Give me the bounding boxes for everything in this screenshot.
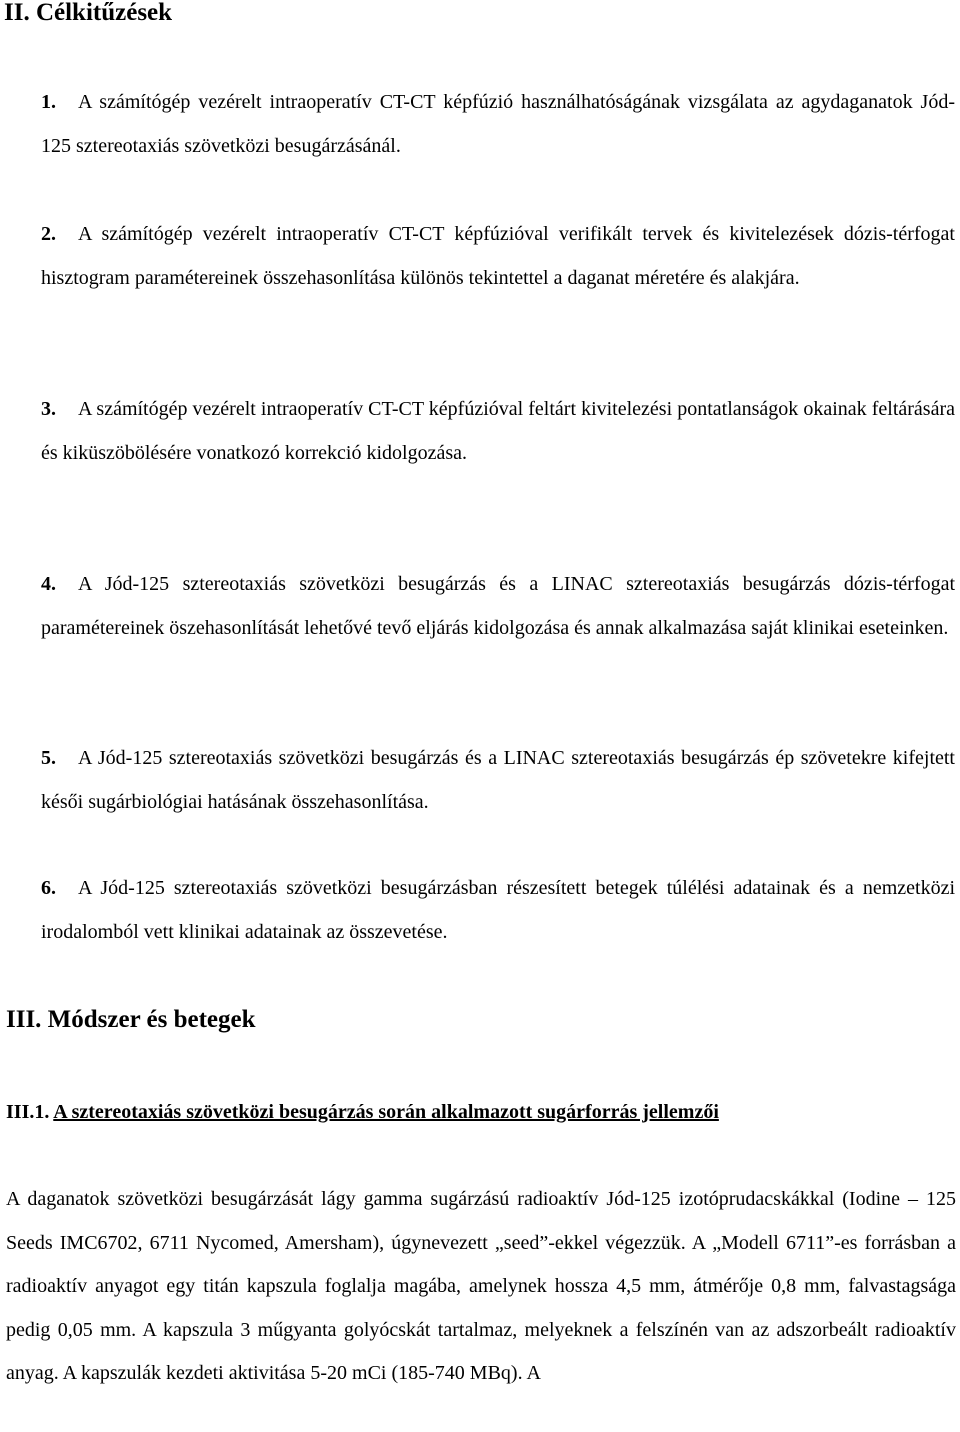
- list-item-text: A számítógép vezérelt intraoperatív CT-CT képfúzióval feltárt kivitelezési pontatlanságok okainak feltárására és kiküszöbölésére vonatkozó korrekció kidolgozása.: [41, 398, 955, 464]
- subsection-title: A sztereotaxiás szövetközi besugárzás során alkalmazott sugárforrás jellemzői: [53, 1101, 719, 1123]
- section-heading-celkituzesek: II. Célkitűzések: [4, 0, 173, 26]
- list-item: [41, 387, 955, 475]
- list-item-number: 4.: [41, 573, 56, 595]
- list-item-number: 5.: [41, 747, 56, 769]
- list-item: [41, 866, 955, 954]
- body-paragraph: A daganatok szövetközi besugárzását lágy gamma sugárzású radioaktív Jód-125 izotóprudacskákkal (Iodine – 125 Seeds IMC6702, 6711 Nycomed, Amersham), úgynevezett „seed”-ekkel végezzük. A „Modell 6711”-es forrásban a radioaktív anyagot egy titán kapszula foglalja magába, amelynek hossza 4,5 mm, átmérője 0,8 mm, falvastagsága pedig 0,05 mm. A kapszula 3 műgyanta golyócskát tartalmaz, melyeknek a felszínén van az adszorbeált radioaktív anyag. A kapszulák kezdeti aktivitása 5-20 mCi (185-740 MBq). A: [6, 1188, 956, 1385]
- list-item-text: A Jód-125 sztereotaxiás szövetközi besugárzás és a LINAC sztereotaxiás besugárzás ép szövetekre kifejtett késői sugárbiológiai hatásának összehasonlítása.: [41, 747, 955, 813]
- list-item-text: A Jód-125 sztereotaxiás szövetközi besugárzás és a LINAC sztereotaxiás besugárzás dózis-térfogat paramétereinek öszehasonlítását lehetővé tevő eljárás kidolgozása és annak alkalmazása saját klinikai eseteinken.: [41, 573, 955, 639]
- list-item-text: A Jód-125 sztereotaxiás szövetközi besugárzásban részesített betegek túlélési adatainak és a nemzetközi irodalomból vett klinikai adatainak az összevetése.: [41, 877, 955, 943]
- subsection-number: III.1.: [6, 1101, 50, 1123]
- list-item-text: A számítógép vezérelt intraoperatív CT-CT képfúzió használhatóságának vizsgálata az agydaganatok Jód-125 sztereotaxiás szövetközi besugárzásánál.: [41, 91, 955, 157]
- list-item-number: 2.: [41, 223, 56, 245]
- list-item: [41, 212, 955, 300]
- list-item: [41, 80, 955, 168]
- list-item: [41, 562, 955, 650]
- list-item-text: A számítógép vezérelt intraoperatív CT-CT képfúzióval verifikált tervek és kivitelezések dózis-térfogat hisztogram paramétereinek összehasonlítása különös tekintettel a daganat méretére és alakjára.: [41, 223, 955, 289]
- list-item-number: 6.: [41, 877, 56, 899]
- list-item-number: 3.: [41, 398, 56, 420]
- list-item-number: 1.: [41, 91, 56, 113]
- section-heading-modszer: III. Módszer és betegek: [6, 1006, 256, 1033]
- list-item: [41, 736, 955, 824]
- subsection-heading: [6, 1094, 719, 1130]
